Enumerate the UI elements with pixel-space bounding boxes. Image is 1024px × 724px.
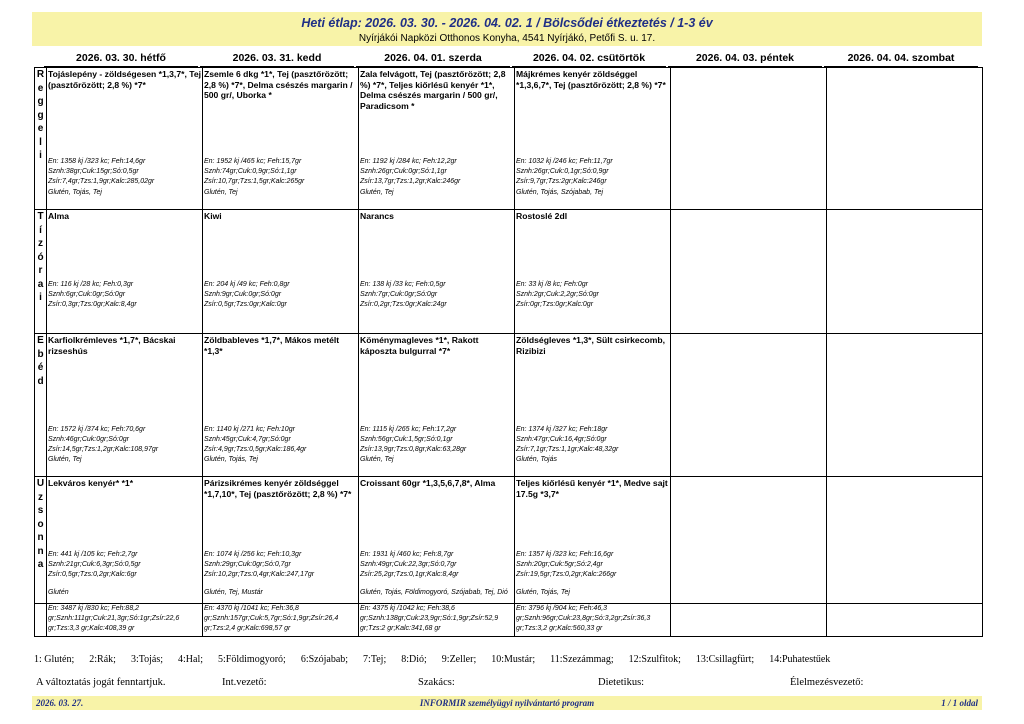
nutrition-line: Sznh:29gr;Cuk:0gr;Só:0,7gr bbox=[204, 561, 291, 568]
legend-item: 8:Dió; bbox=[401, 654, 427, 665]
dish-name bbox=[827, 68, 982, 69]
food-manager-signature-label: Élelmezésvezető: bbox=[790, 677, 864, 688]
legend-item: 2:Rák; bbox=[89, 654, 116, 665]
print-date: 2026. 03. 27. bbox=[36, 698, 84, 708]
legend-item: 1: Glutén; bbox=[34, 654, 75, 665]
nutrition-info bbox=[516, 157, 669, 187]
menu-cell bbox=[203, 334, 359, 477]
nutrition-line: En: 1032 kj /246 kc; Feh:11,7gr bbox=[516, 158, 613, 165]
meal-row bbox=[35, 477, 983, 604]
daily-total: En: 4375 kj /1042 kc; Feh:38,6 gr;Sznh:138gr;Cuk:23,9gr;Só:1,9gr;Zsír:52,9 gr;Tzs:2 gr;Kalc:341,68 gr bbox=[360, 605, 499, 632]
nutrition-info bbox=[204, 157, 357, 187]
nutrition-line: Sznh:46gr;Cuk:0gr;Só:0gr bbox=[48, 436, 129, 443]
dish-name: Zsemle 6 dkg *1*, Tej (pasztőrözött; 2,8 %) *7*, Delma csészés margarin / 500 gr/, Uborka * bbox=[204, 69, 353, 100]
nutrition-line: En: 1357 kj /323 kc; Feh:16,6gr bbox=[516, 551, 614, 558]
dish-name: Zala felvágott, Tej (pasztőrözött; 2,8 %) *7*, Teljes kiőrlésű kenyér *1*, Delma csészés margarin / 500 gr/, Paradicsom * bbox=[360, 69, 506, 111]
legend-item: 10:Mustár; bbox=[491, 654, 536, 665]
nutrition-line: Sznh:56gr;Cuk:1,5gr;Só:0,1gr bbox=[360, 436, 453, 443]
dish-name: Zöldbableves *1,7*, Mákos metélt *1,3* bbox=[204, 335, 340, 356]
menu-cell bbox=[827, 334, 983, 477]
menu-cell bbox=[671, 334, 827, 477]
menu-cell bbox=[827, 68, 983, 210]
nutrition-line: En: 1374 kj /327 kc; Feh:18gr bbox=[516, 426, 608, 433]
allergen-list: Glutén, Tojás bbox=[516, 456, 557, 463]
nutrition-line: Zsír:13,7gr;Tzs:1,2gr;Kalc:246gr bbox=[360, 178, 461, 185]
legend-item: 6:Szójabab; bbox=[300, 654, 349, 665]
legend-item: 13:Csillagfürt; bbox=[695, 654, 755, 665]
dish-name bbox=[827, 334, 982, 335]
dish-name: Narancs bbox=[360, 211, 394, 221]
nutrition-info bbox=[48, 280, 201, 310]
nutrition-line: Zsír:9,7gr;Tzs:2gr;Kalc:246gr bbox=[516, 178, 607, 185]
manager-signature-label: Int.vezető: bbox=[222, 677, 267, 688]
dish-name bbox=[671, 477, 826, 478]
meal-row bbox=[35, 334, 983, 477]
legend-item: 12:Szulfitok; bbox=[628, 654, 681, 665]
dish-name: Rostoslé 2dl bbox=[516, 211, 568, 221]
kitchen-address: Nyírjákói Napközi Otthonos Konyha, 4541 Nyírjákó, Petőfi S. u. 17. bbox=[358, 33, 656, 44]
nutrition-line: Sznh:26gr;Cuk:0,1gr;Só:0,9gr bbox=[516, 168, 609, 175]
dish-name: Kiwi bbox=[204, 211, 222, 221]
nutrition-line: Sznh:7gr;Cuk:0gr;Só:0gr bbox=[360, 291, 438, 298]
nutrition-info bbox=[204, 280, 357, 310]
nutrition-line: Zsír:0gr;Tzs:0gr;Kalc:0gr bbox=[516, 301, 594, 308]
nutrition-line: Zsír:7,4gr;Tzs:1,9gr;Kalc:285,02gr bbox=[48, 178, 155, 185]
day-header-friday: 2026. 04. 03. péntek bbox=[668, 51, 822, 67]
meal-row bbox=[35, 68, 983, 210]
menu-cell bbox=[203, 68, 359, 210]
menu-cell bbox=[515, 68, 671, 210]
allergen-list: Glutén, Tojás, Tej bbox=[204, 456, 258, 463]
menu-cell bbox=[671, 210, 827, 334]
dish-name bbox=[671, 68, 826, 69]
nutrition-line: Zsír:7,1gr;Tzs:1,1gr;Kalc:48,32gr bbox=[516, 446, 619, 453]
menu-cell bbox=[359, 68, 515, 210]
cook-signature-label: Szakács: bbox=[418, 677, 455, 688]
nutrition-line: Zsír:19,5gr;Tzs:0,2gr;Kalc:266gr bbox=[516, 571, 617, 578]
menu-cell bbox=[47, 477, 203, 604]
dish-name: Tojáslepény - zöldségesen *1,3,7*, Tej (pasztőrözött; 2,8 %) *7* bbox=[48, 69, 201, 90]
day-header-monday: 2026. 03. 30. hétfő bbox=[44, 51, 198, 67]
nutrition-line: Sznh:26gr;Cuk:0gr;Só:1,1gr bbox=[360, 168, 447, 175]
day-header-tuesday: 2026. 03. 31. kedd bbox=[200, 51, 354, 67]
dish-name: Köménymagleves *1*, Rakott káposzta bulgurral *7* bbox=[360, 335, 479, 356]
day-headers bbox=[32, 51, 982, 67]
menu-cell bbox=[515, 477, 671, 604]
allergen-list: Glutén, Tojás, Szójabab, Tej bbox=[516, 189, 604, 196]
nutrition-line: En: 1192 kj /284 kc; Feh:12,2gr bbox=[360, 158, 457, 165]
daily-total: En: 3796 kj /904 kc; Feh:46,3 gr;Sznh:96gr;Cuk:23,8gr;Só:3,2gr;Zsír:36,3 gr;Tzs:3,2 gr;Kalc:560,33 gr bbox=[516, 605, 651, 632]
nutrition-line: Sznh:74gr;Cuk:0,9gr;Só:1,1gr bbox=[204, 168, 297, 175]
day-header-saturday: 2026. 04. 04. szombat bbox=[824, 51, 978, 67]
nutrition-line: Zsír:14,5gr;Tzs:1,2gr;Kalc:108,97gr bbox=[48, 446, 159, 453]
dish-name: Croissant 60gr *1,3,5,6,7,8*, Alma bbox=[360, 478, 496, 488]
menu-cell bbox=[47, 210, 203, 334]
nutrition-line: En: 204 kj /49 kc; Feh:0,8gr bbox=[204, 281, 290, 288]
meal-label: T í z ó r a i bbox=[35, 210, 47, 334]
dish-name: Párizsikrémes kenyér zöldséggel *1,7,10*, Tej (pasztőrözött; 2,8 %) *7* bbox=[204, 478, 352, 499]
nutrition-info bbox=[48, 425, 201, 455]
menu-cell bbox=[671, 68, 827, 210]
daily-totals-row bbox=[35, 604, 983, 637]
day-header-wednesday: 2026. 04. 01. szerda bbox=[356, 51, 510, 67]
nutrition-line: En: 1140 kj /271 kc; Feh:10gr bbox=[204, 426, 295, 433]
nutrition-line: Zsír:25,2gr;Tzs:0,1gr;Kalc:8,4gr bbox=[360, 571, 459, 578]
menu-cell bbox=[515, 334, 671, 477]
dish-name bbox=[671, 210, 826, 211]
legend-item: 14:Puhatestűek bbox=[769, 654, 831, 665]
menu-cell bbox=[203, 477, 359, 604]
nutrition-info bbox=[48, 550, 201, 580]
nutrition-line: Sznh:6gr;Cuk:0gr;Só:0gr bbox=[48, 291, 126, 298]
menu-cell bbox=[827, 210, 983, 334]
nutrition-info bbox=[360, 425, 513, 455]
nutrition-line: Sznh:38gr;Cuk:15gr;Só:0,5gr bbox=[48, 168, 139, 175]
legend-item: 7:Tej; bbox=[363, 654, 387, 665]
menu-cell bbox=[359, 210, 515, 334]
menu-cell bbox=[47, 334, 203, 477]
nutrition-info bbox=[516, 550, 669, 580]
nutrition-line: Sznh:47gr;Cuk:16,4gr;Só:0gr bbox=[516, 436, 607, 443]
dish-name bbox=[827, 477, 982, 478]
nutrition-line: En: 1931 kj /460 kc; Feh:8,7gr bbox=[360, 551, 454, 558]
nutrition-line: Zsír:0,5gr;Tzs:0gr;Kalc:0gr bbox=[204, 301, 287, 308]
nutrition-info bbox=[48, 157, 201, 187]
nutrition-info bbox=[360, 157, 513, 187]
dish-name: Teljes kiőrlésű kenyér *1*, Medve sajt 17.5g *3,7* bbox=[516, 478, 668, 499]
allergen-list: Glutén, Tej, Mustár bbox=[204, 589, 263, 596]
rights-reserved-note: A változtatás jogát fenntartjuk. bbox=[36, 677, 166, 688]
dish-name bbox=[671, 334, 826, 335]
footer-bar bbox=[32, 696, 982, 710]
allergen-list: Glutén, Tej bbox=[48, 456, 82, 463]
dish-name: Lekváros kenyér* *1* bbox=[48, 478, 134, 488]
dish-name: Alma bbox=[48, 211, 70, 221]
nutrition-line: En: 1074 kj /256 kc; Feh:10,3gr bbox=[204, 551, 302, 558]
allergen-list: Glutén, Tojás, Földimogyoró, Szójabab, Tej, Dió bbox=[360, 589, 508, 596]
legend-item: 3:Tojás; bbox=[130, 654, 164, 665]
nutrition-line: En: 1952 kj /465 kc; Feh:15,7gr bbox=[204, 158, 302, 165]
allergen-list: Glutén bbox=[48, 589, 69, 596]
dish-name: Karfiolkrémleves *1,7*, Bácskai rizseshús bbox=[48, 335, 176, 356]
allergen-list: Glutén, Tojás, Tej bbox=[516, 589, 570, 596]
menu-cell bbox=[203, 210, 359, 334]
menu-cell bbox=[671, 477, 827, 604]
nutrition-line: En: 1115 kj /265 kc; Feh:17,2gr bbox=[360, 426, 457, 433]
nutrition-line: Sznh:45gr;Cuk:4,7gr;Só:0gr bbox=[204, 436, 291, 443]
day-header-thursday: 2026. 04. 02. csütörtök bbox=[512, 51, 666, 67]
title-bar bbox=[32, 12, 982, 46]
nutrition-line: Sznh:2gr;Cuk:2,2gr;Só:0gr bbox=[516, 291, 599, 298]
nutrition-line: Zsír:0,2gr;Tzs:0gr;Kalc:24gr bbox=[360, 301, 447, 308]
dietitian-signature-label: Dietetikus: bbox=[598, 677, 645, 688]
nutrition-line: Zsír:4,9gr;Tzs:0,5gr;Kalc:186,4gr bbox=[204, 446, 307, 453]
allergen-list: Glutén, Tej bbox=[204, 189, 238, 196]
nutrition-line: Zsír:10,2gr;Tzs:0,4gr;Kalc:247,17gr bbox=[204, 571, 315, 578]
nutrition-info bbox=[360, 550, 513, 580]
nutrition-line: En: 116 kj /28 kc; Feh:0,3gr bbox=[48, 281, 134, 288]
nutrition-line: Zsír:13,9gr;Tzs:0,8gr;Kalc:63,28gr bbox=[360, 446, 467, 453]
meal-label: U z s o n n a bbox=[35, 477, 47, 604]
nutrition-line: Sznh:49gr;Cuk:22,3gr;Só:0,7gr bbox=[360, 561, 457, 568]
meal-label: R e g g e l i bbox=[35, 68, 47, 210]
nutrition-line: Sznh:9gr;Cuk:0gr;Só:0gr bbox=[204, 291, 282, 298]
legend-item: 9:Zeller; bbox=[441, 654, 477, 665]
nutrition-line: Sznh:21gr;Cuk:6,3gr;Só:0,5gr bbox=[48, 561, 141, 568]
nutrition-line: Zsír:0,3gr;Tzs:0gr;Kalc:8,4gr bbox=[48, 301, 137, 308]
page-number: 1 / 1 oldal bbox=[941, 698, 978, 708]
daily-total: En: 4370 kj /1041 kc; Feh:36,8 gr;Sznh:157gr;Cuk:5,7gr;Só:1,9gr;Zsír:26,4 gr;Tzs:2,4 gr;Kalc:698,57 gr bbox=[204, 605, 339, 632]
nutrition-info bbox=[204, 550, 357, 580]
allergen-list: Glutén, Tej bbox=[360, 456, 394, 463]
menu-cell bbox=[47, 68, 203, 210]
nutrition-info bbox=[516, 280, 669, 310]
menu-cell bbox=[359, 334, 515, 477]
meal-label: E b é d bbox=[35, 334, 47, 477]
menu-table bbox=[34, 67, 983, 637]
legend-item: 4:Hal; bbox=[178, 654, 204, 665]
nutrition-line: En: 138 kj /33 kc; Feh:0,5gr bbox=[360, 281, 446, 288]
dish-name: Májkrémes kenyér zöldséggel *1,3,6,7*, Tej (pasztőrözött; 2,8 %) *7* bbox=[516, 69, 666, 90]
nutrition-line: Zsír:10,7gr;Tzs:1,5gr;Kalc:265gr bbox=[204, 178, 305, 185]
nutrition-line: En: 1572 kj /374 kc; Feh:70,6gr bbox=[48, 426, 146, 433]
nutrition-line: En: 441 kj /105 kc; Feh:2,7gr bbox=[48, 551, 138, 558]
legend-item: 11:Szezámmag; bbox=[550, 654, 614, 665]
allergen-list: Glutén, Tej bbox=[360, 189, 394, 196]
nutrition-line: Zsír:0,5gr;Tzs:0,2gr;Kalc:6gr bbox=[48, 571, 137, 578]
nutrition-info bbox=[516, 425, 669, 455]
legend-item: 5:Földimogyoró; bbox=[218, 654, 286, 665]
menu-cell bbox=[515, 210, 671, 334]
nutrition-line: Sznh:20gr;Cuk:5gr;Só:2,4gr bbox=[516, 561, 603, 568]
nutrition-line: En: 1358 kj /323 kc; Feh:14,6gr bbox=[48, 158, 146, 165]
dish-name bbox=[827, 210, 982, 211]
program-name: INFORMIR személyügyi nyilvántartó program bbox=[419, 698, 595, 708]
nutrition-info bbox=[204, 425, 357, 455]
dish-name: Zöldségleves *1,3*, Sült csirkecomb, Rizibizi bbox=[516, 335, 666, 356]
daily-total: En: 3487 kj /830 kc; Feh:88,2 gr;Sznh:111gr;Cuk:21,3gr;Só:1gr;Zsír:22,6 gr;Tzs:3,3 gr;Kalc:408,39 gr bbox=[48, 605, 180, 632]
allergen-list: Glutén, Tojás, Tej bbox=[48, 189, 102, 196]
menu-cell bbox=[827, 477, 983, 604]
menu-cell bbox=[359, 477, 515, 604]
page-title: Heti étlap: 2026. 03. 30. - 2026. 04. 02. 1 / Bölcsődei étkeztetés / 1-3 év bbox=[301, 16, 713, 30]
meal-row bbox=[35, 210, 983, 334]
nutrition-info bbox=[360, 280, 513, 310]
nutrition-line: En: 33 kj /8 kc; Feh:0gr bbox=[516, 281, 588, 288]
allergen-legend bbox=[34, 654, 984, 665]
